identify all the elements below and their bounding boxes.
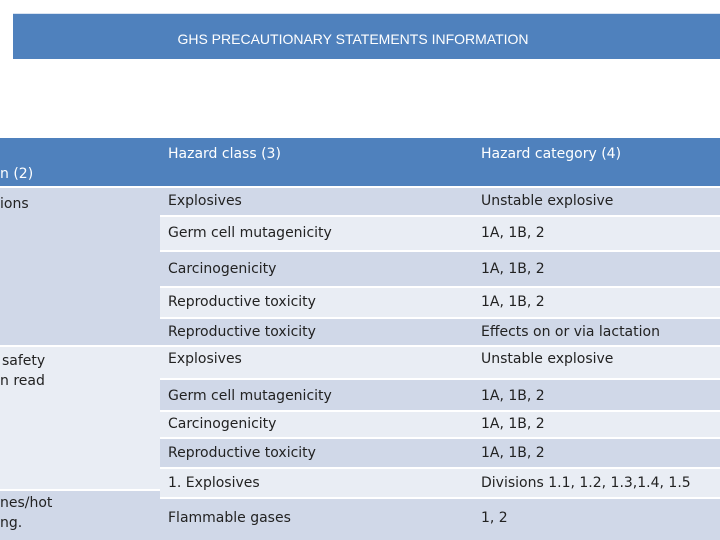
header-hazard-category-label: Hazard category (4) <box>481 146 622 162</box>
cell-hazard-category: Unstable explosive <box>481 351 614 367</box>
cell-hazard-class: Explosives <box>168 351 242 367</box>
left-cell-text-3a: nes/hot <box>0 495 53 511</box>
table-row-1-category <box>473 188 720 215</box>
table-row-6-category <box>473 347 720 378</box>
table-row-11-class <box>160 499 473 540</box>
table-row-2-category <box>473 217 720 250</box>
table-row-9-category <box>473 439 720 467</box>
table-row-4-class <box>160 288 473 317</box>
left-cell-text-3b: ng. <box>0 515 23 531</box>
left-cell-text-1: ions <box>0 196 29 212</box>
cell-hazard-category: Unstable explosive <box>481 193 614 209</box>
header-hazard-category <box>473 138 720 186</box>
left-cell-group-1 <box>0 188 160 345</box>
header-hazard-class-label: Hazard class (3) <box>168 146 281 162</box>
cell-hazard-class: Germ cell mutagenicity <box>168 388 332 404</box>
table-row-11-category <box>473 499 720 540</box>
left-cell-text-2a: safety <box>2 353 46 369</box>
table-row-7-category <box>473 380 720 410</box>
table-row-3-class <box>160 252 473 286</box>
cell-hazard-category: 1A, 1B, 2 <box>481 445 545 461</box>
precautionary-table <box>0 138 720 540</box>
left-cell-text-2b: n read <box>0 373 45 389</box>
table-row-7-class <box>160 380 473 410</box>
cell-hazard-category: 1A, 1B, 2 <box>481 261 545 277</box>
cell-hazard-class: Reproductive toxicity <box>168 294 316 310</box>
table-row-8-category <box>473 412 720 437</box>
table-row-2-class <box>160 217 473 250</box>
table-row-4-category <box>473 288 720 317</box>
table-row-5-class <box>160 319 473 345</box>
header-hazard-class <box>160 138 473 186</box>
cell-hazard-category: 1A, 1B, 2 <box>481 416 545 432</box>
cell-hazard-class: Flammable gases <box>168 510 291 526</box>
table-row-9-class <box>160 439 473 467</box>
table-row-10-class <box>160 469 473 497</box>
cell-hazard-class: Carcinogenicity <box>168 261 277 277</box>
table-row-3-category <box>473 252 720 286</box>
cell-hazard-category: 1A, 1B, 2 <box>481 388 545 404</box>
cell-hazard-class: Reproductive toxicity <box>168 445 316 461</box>
title-banner <box>13 13 720 59</box>
table-row-10-category <box>473 469 720 497</box>
cell-hazard-category: Divisions 1.1, 1.2, 1.3,1.4, 1.5 <box>481 475 691 491</box>
cell-hazard-category: 1A, 1B, 2 <box>481 225 545 241</box>
cell-hazard-class: 1. Explosives <box>168 475 260 491</box>
cell-hazard-category: Effects on or via lactation <box>481 324 660 340</box>
cell-hazard-class: Reproductive toxicity <box>168 324 316 340</box>
header-left-label: n (2) <box>0 166 34 182</box>
left-cell-group-2 <box>0 347 160 489</box>
table-row-1-class <box>160 188 473 215</box>
table-row-6-class <box>160 347 473 378</box>
header-cell-left <box>0 138 160 186</box>
left-cell-group-3 <box>0 491 160 540</box>
cell-hazard-class: Carcinogenicity <box>168 416 277 432</box>
cell-hazard-category: 1, 2 <box>481 510 508 526</box>
cell-hazard-class: Germ cell mutagenicity <box>168 225 332 241</box>
table-row-8-class <box>160 412 473 437</box>
table-row-5-category <box>473 319 720 345</box>
page-title: GHS PRECAUTIONARY STATEMENTS INFORMATION <box>177 31 529 47</box>
cell-hazard-category: 1A, 1B, 2 <box>481 294 545 310</box>
cell-hazard-class: Explosives <box>168 193 242 209</box>
